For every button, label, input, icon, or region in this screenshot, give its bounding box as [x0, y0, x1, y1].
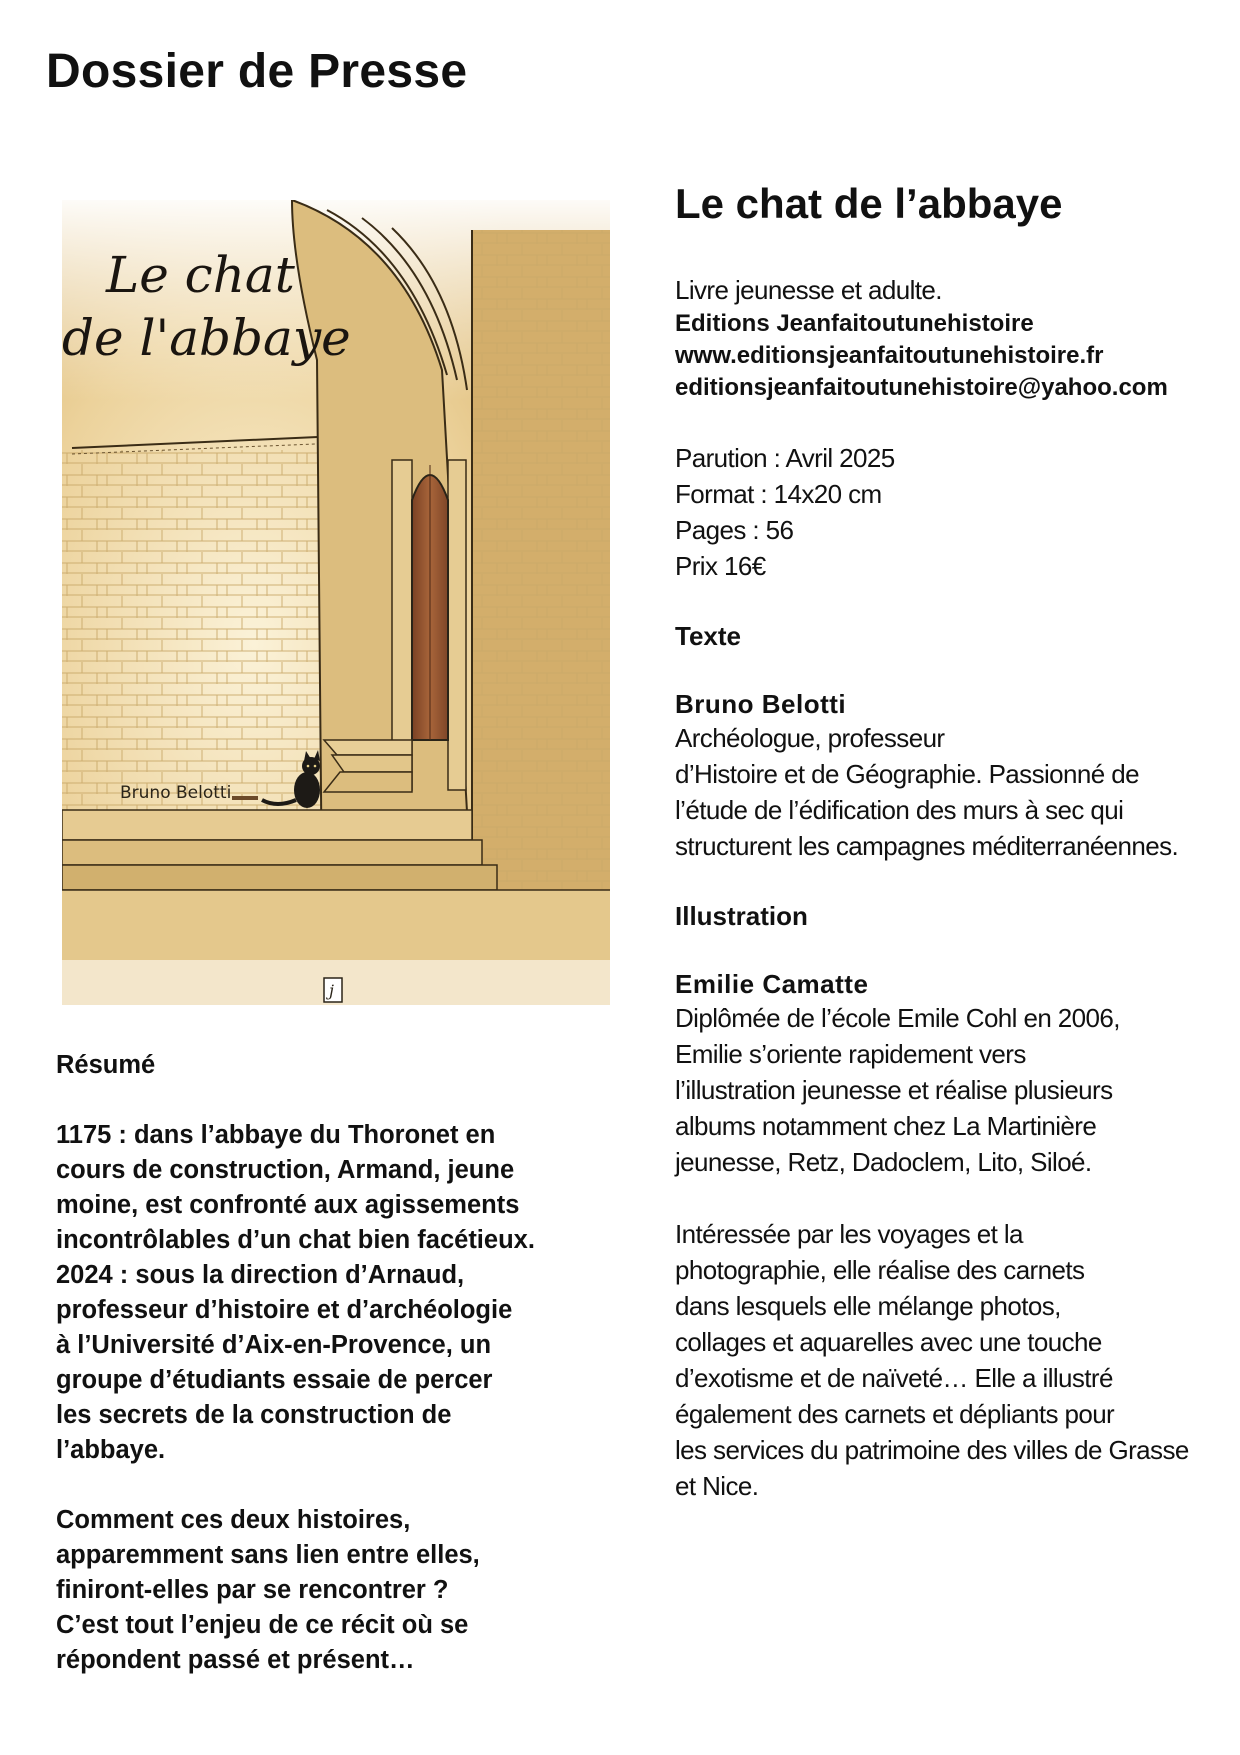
illustrator-bio-line: albums notamment chez La Martinière	[675, 1111, 1097, 1141]
book-audience: Livre jeunesse et adulte.	[675, 275, 942, 305]
cover-title-line2: de l'abbaye	[62, 309, 351, 367]
resume-line: C’est tout l’enjeu de ce récit où se	[56, 1611, 469, 1639]
resume-section	[56, 1048, 626, 1713]
author-bio-line: l’étude de l’édification des murs à sec qui	[675, 795, 1124, 825]
illustrator-bio-line: Intéressée par les voyages et la	[675, 1219, 1023, 1249]
book-title: Le chat de l’abbaye	[675, 180, 1063, 227]
illustrator-bio-line: et Nice.	[675, 1471, 759, 1501]
illustrator-bio-line: jeunesse, Retz, Dadoclem, Lito, Siloé.	[675, 1147, 1092, 1177]
cover-illustration	[62, 200, 610, 1005]
resume-line: groupe d’étudiants essaie de percer	[56, 1366, 493, 1394]
publisher-logo-mark: j	[329, 981, 334, 1000]
resume-line: Comment ces deux histoires,	[56, 1506, 411, 1534]
resume-line: à l’Université d’Aix-en-Provence, un	[56, 1331, 492, 1359]
book-pages: Pages : 56	[675, 515, 794, 545]
illustrator-bio-line: dans lesquels elle mélange photos,	[675, 1291, 1061, 1321]
resume-line: les secrets de la construction de	[56, 1401, 452, 1429]
publisher-name: Editions Jeanfaitoutunehistoire	[675, 310, 1034, 337]
author-bio-line: structurent les campagnes méditerranéennes.	[675, 831, 1179, 861]
illustrator-bio-2	[675, 1216, 1235, 1504]
resume-line: cours de construction, Armand, jeune	[56, 1156, 515, 1184]
resume-line: incontrôlables d’un chat bien facétieux.	[56, 1226, 535, 1254]
illustrator-bio-line: photographie, elle réalise des carnets	[675, 1255, 1085, 1285]
author-bio-line: d’Histoire et de Géographie. Passionné de	[675, 759, 1139, 789]
publisher-email-link[interactable]: editionsjeanfaitoutunehistoire@yahoo.com	[675, 374, 1168, 401]
illustration-heading: Illustration	[675, 901, 808, 931]
illustrator-bio-line: Emilie s’oriente rapidement vers	[675, 1039, 1026, 1069]
illustrator-bio-line: d’exotisme et de naïveté… Elle a illustré	[675, 1363, 1113, 1393]
illustrator-bio-line: l’illustration jeunesse et réalise plusieurs	[675, 1075, 1113, 1105]
illustrator-name: Emilie Camatte	[675, 969, 869, 999]
book-info	[675, 180, 1235, 1504]
publisher-logo	[324, 978, 342, 1002]
cover-author: Bruno Belotti	[120, 783, 232, 803]
illustrator-bio-line: les services du patrimoine des villes de Grasse	[675, 1435, 1189, 1465]
resume-line: l’abbaye.	[56, 1436, 166, 1464]
author-bio-line: Archéologue, professeur	[675, 723, 945, 753]
author-name: Bruno Belotti	[675, 689, 847, 719]
resume-line: répondent passé et présent…	[56, 1646, 415, 1674]
parution-date: Parution : Avril 2025	[675, 443, 895, 473]
book-cover	[62, 200, 610, 1005]
resume-paragraph-2	[56, 1503, 626, 1678]
author-bio	[675, 720, 1235, 864]
illustrator-bio-line: Diplômée de l’école Emile Cohl en 2006,	[675, 1003, 1120, 1033]
resume-line: moine, est confronté aux agissements	[56, 1191, 520, 1219]
resume-line: apparemment sans lien entre elles,	[56, 1541, 480, 1569]
illustrator-bio-line: également des carnets et dépliants pour	[675, 1399, 1115, 1429]
book-price: Prix 16€	[675, 551, 766, 581]
page-title: Dossier de Presse	[46, 45, 468, 98]
resume-line: finiront-elles par se rencontrer ?	[56, 1576, 449, 1604]
texte-heading: Texte	[675, 621, 741, 651]
cover-title-line1: Le chat	[106, 246, 295, 304]
publisher-website-link[interactable]: www.editionsjeanfaitoutunehistoire.fr	[675, 342, 1104, 369]
resume-line: 2024 : sous la direction d’Arnaud,	[56, 1261, 465, 1289]
illustrator-bio-1	[675, 1000, 1235, 1180]
illustrator-bio-line: collages et aquarelles avec une touche	[675, 1327, 1102, 1357]
resume-paragraph-1	[56, 1118, 626, 1468]
resume-line: professeur d’histoire et d’archéologie	[56, 1296, 513, 1324]
resume-heading: Résumé	[56, 1051, 156, 1079]
book-format: Format : 14x20 cm	[675, 479, 882, 509]
cover-steps	[62, 810, 472, 840]
resume-line: 1175 : dans l’abbaye du Thoronet en	[56, 1121, 496, 1149]
